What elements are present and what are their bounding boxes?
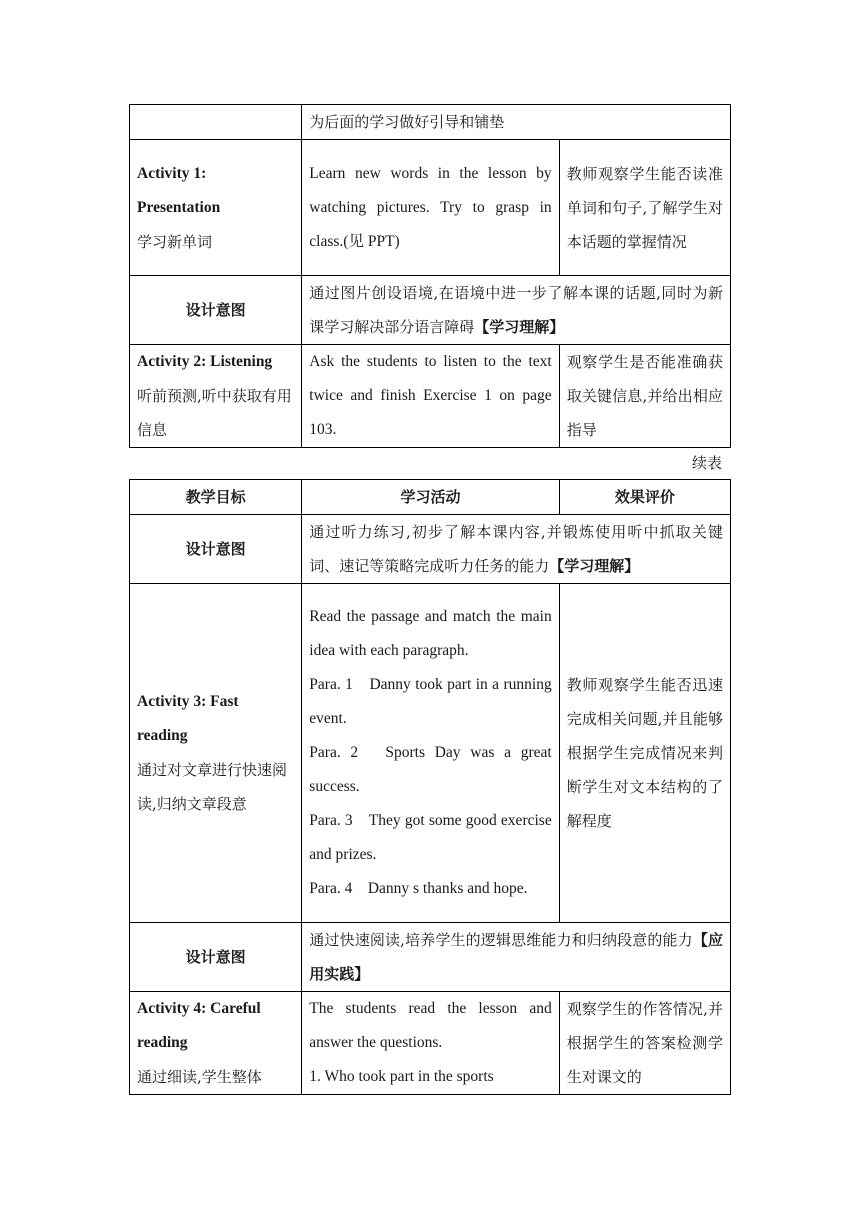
- evaluation-cell: 观察学生的作答情况,并根据学生的答案检测学生对课文的: [559, 992, 730, 1095]
- column-header: 效果评价: [559, 480, 730, 515]
- design-intent-label: 设计意图: [130, 923, 302, 992]
- activity-title: Presentation: [137, 198, 221, 216]
- column-header: 教学目标: [130, 480, 302, 515]
- evaluation-cell: 教师观察学生能否迅速完成相关问题,并且能够根据学生完成情况来判断学生对文本结构的了解程度: [559, 584, 730, 923]
- design-intent-text: 通过听力练习,初步了解本课内容,并锻炼使用听中抓取关键词、速记等策略完成听力任务的能力: [309, 523, 723, 575]
- design-intent-text: 通过图片创设语境,在语境中进一步了解本课的话题,同时为新课学习解决部分语言障碍: [309, 284, 723, 336]
- cell-text: 为后面的学习做好引导和铺垫: [309, 113, 505, 131]
- evaluation-cell: 观察学生是否能准确获取关键信息,并给出相应指导: [559, 345, 730, 448]
- activity-title-cell: [130, 345, 302, 448]
- activity-title: Activity 3: Fast: [137, 693, 239, 710]
- design-intent-cell: [302, 515, 731, 584]
- competency-tag: 【学习理解】: [474, 318, 565, 336]
- table-row: [130, 345, 731, 448]
- table-row: [130, 105, 731, 140]
- table-row: [130, 140, 731, 276]
- evaluation-cell: 教师观察学生能否读准单词和句子,了解学生对本话题的掌握情况: [559, 140, 730, 276]
- activity-intro: Read the passage and match the main idea with each paragraph.: [309, 608, 552, 659]
- activity-cell: [302, 992, 559, 1095]
- design-intent-cell: [302, 923, 731, 992]
- activity-title: Activity 2: Listening: [137, 353, 273, 370]
- activity-subtitle: 通过对文章进行快速阅读,归纳文章段意: [137, 761, 288, 813]
- activity-title-cell: [130, 992, 302, 1095]
- column-header: 学习活动: [302, 480, 559, 515]
- paragraph-match-item: Para. 1 Danny took part in a running event.: [309, 676, 552, 727]
- activity-text: The students read the lesson and answer the questions.: [309, 1000, 552, 1051]
- design-intent-cell: [302, 276, 731, 345]
- paragraph-match-item: Para. 2 Sports Day was a great success.: [309, 744, 552, 795]
- activity-title: Activity 4: Careful: [137, 1000, 261, 1017]
- table-cell: [130, 105, 302, 140]
- table-row: [130, 923, 731, 992]
- activity-subtitle: 学习新单词: [137, 232, 213, 251]
- activity-cell: Learn new words in the lesson by watching pictures. Try to grasp in class.(见 PPT): [302, 140, 559, 276]
- design-intent-label: 设计意图: [130, 276, 302, 345]
- design-intent-label: 设计意图: [130, 515, 302, 584]
- competency-tag: 【应用实践】: [309, 931, 723, 983]
- paragraph-match-item: Para. 4 Danny s thanks and hope.: [309, 880, 528, 897]
- table-row: [130, 584, 731, 923]
- activity-title-cell: [130, 140, 302, 276]
- table-header-row: [130, 480, 731, 515]
- activity-title: reading: [137, 727, 188, 744]
- activity-cell: [302, 584, 559, 923]
- continued-label: 续表: [692, 454, 723, 472]
- table-cell: [302, 105, 731, 140]
- competency-tag: 【学习理解】: [549, 557, 640, 575]
- activity-title: reading: [137, 1034, 188, 1051]
- activity-cell: Ask the students to listen to the text twice and finish Exercise 1 on page 103.: [302, 345, 559, 448]
- lesson-plan-table-2: [129, 479, 731, 1095]
- question-item: 1. Who took part in the sports: [309, 1068, 494, 1085]
- table-row: [130, 515, 731, 584]
- table-row: [130, 276, 731, 345]
- table-row: [130, 992, 731, 1095]
- paragraph-match-item: Para. 3 They got some good exercise and prizes.: [309, 812, 552, 863]
- activity-subtitle: 通过细读,学生整体: [137, 1068, 262, 1086]
- activity-subtitle: 听前预测,听中获取有用信息: [137, 387, 292, 439]
- activity-title: Activity 1:: [137, 164, 207, 182]
- lesson-plan-table-1: [129, 104, 731, 448]
- activity-title-cell: [130, 584, 302, 923]
- design-intent-text: 通过快速阅读,培养学生的逻辑思维能力和归纳段意的能力: [309, 931, 693, 949]
